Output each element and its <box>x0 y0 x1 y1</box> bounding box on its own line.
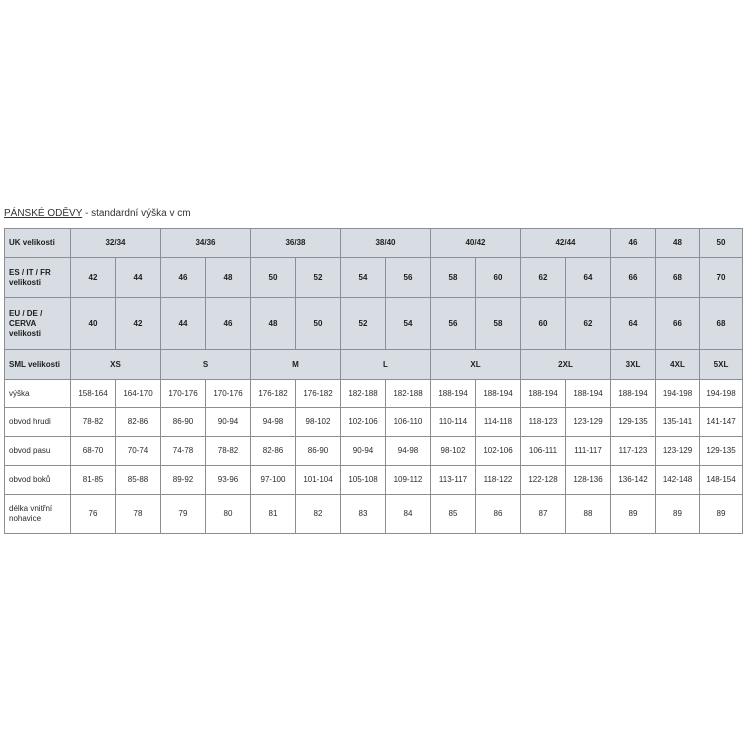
measurement-value: 194-198 <box>700 380 743 408</box>
measurement-label: obvod pasu <box>5 437 71 466</box>
size-cell: 68 <box>656 258 700 298</box>
measurement-value: 118-122 <box>476 466 521 495</box>
hips-row <box>5 466 743 495</box>
size-cell: 60 <box>521 298 566 350</box>
measurement-value: 89 <box>700 495 743 534</box>
measurement-value: 86 <box>476 495 521 534</box>
size-cell: 50 <box>700 229 743 258</box>
measurement-value: 74-78 <box>161 437 206 466</box>
measurement-value: 81-85 <box>71 466 116 495</box>
measurement-value: 102-106 <box>476 437 521 466</box>
size-cell: 42 <box>116 298 161 350</box>
measurement-value: 89-92 <box>161 466 206 495</box>
es-it-fr-size-row <box>5 258 743 298</box>
measurement-value: 98-102 <box>296 408 341 437</box>
measurement-value: 94-98 <box>386 437 431 466</box>
measurement-value: 78 <box>116 495 161 534</box>
measurement-value: 114-118 <box>476 408 521 437</box>
measurement-value: 106-110 <box>386 408 431 437</box>
measurement-value: 83 <box>341 495 386 534</box>
size-cell: 32/34 <box>71 229 161 258</box>
measurement-value: 135-141 <box>656 408 700 437</box>
measurement-value: 188-194 <box>521 380 566 408</box>
measurement-value: 106-111 <box>521 437 566 466</box>
height-row <box>5 380 743 408</box>
measurement-value: 76 <box>71 495 116 534</box>
measurement-value: 110-114 <box>431 408 476 437</box>
size-cell: 40/42 <box>431 229 521 258</box>
size-cell: 56 <box>431 298 476 350</box>
measurement-value: 78-82 <box>206 437 251 466</box>
size-cell: 48 <box>656 229 700 258</box>
size-cell: 38/40 <box>341 229 431 258</box>
measurement-value: 105-108 <box>341 466 386 495</box>
measurement-value: 109-112 <box>386 466 431 495</box>
measurement-value: 188-194 <box>431 380 476 408</box>
measurement-label: obvod hrudi <box>5 408 71 437</box>
measurement-value: 111-117 <box>566 437 611 466</box>
size-cell: 66 <box>656 298 700 350</box>
size-cell: 42 <box>71 258 116 298</box>
measurement-value: 85-88 <box>116 466 161 495</box>
size-cell: 48 <box>251 298 296 350</box>
measurement-value: 68-70 <box>71 437 116 466</box>
measurement-value: 176-182 <box>251 380 296 408</box>
uk-size-row <box>5 229 743 258</box>
size-cell: 52 <box>341 298 386 350</box>
measurement-label: délka vnitřní nohavice <box>5 495 71 534</box>
size-cell: 3XL <box>611 350 656 380</box>
caption-subtitle: - standardní výška v cm <box>82 208 191 219</box>
size-cell: 44 <box>116 258 161 298</box>
size-cell: 34/36 <box>161 229 251 258</box>
chest-row <box>5 408 743 437</box>
size-cell: 2XL <box>521 350 611 380</box>
measurement-value: 80 <box>206 495 251 534</box>
size-cell: 56 <box>386 258 431 298</box>
measurement-value: 136-142 <box>611 466 656 495</box>
measurement-value: 118-123 <box>521 408 566 437</box>
size-cell: 54 <box>341 258 386 298</box>
size-cell: XS <box>71 350 161 380</box>
measurement-label: výška <box>5 380 71 408</box>
size-cell: 44 <box>161 298 206 350</box>
size-cell: 48 <box>206 258 251 298</box>
measurement-value: 122-128 <box>521 466 566 495</box>
measurement-value: 188-194 <box>566 380 611 408</box>
measurement-value: 87 <box>521 495 566 534</box>
size-cell: 36/38 <box>251 229 341 258</box>
sml-size-row <box>5 350 743 380</box>
measurement-value: 86-90 <box>296 437 341 466</box>
size-cell: 50 <box>251 258 296 298</box>
table-caption <box>4 208 191 219</box>
measurement-value: 188-194 <box>611 380 656 408</box>
measurement-value: 82-86 <box>116 408 161 437</box>
measurement-value: 170-176 <box>206 380 251 408</box>
size-cell: 68 <box>700 298 743 350</box>
size-cell: 54 <box>386 298 431 350</box>
measurement-value: 148-154 <box>700 466 743 495</box>
row-label: EU / DE / CERVA velikosti <box>5 298 71 350</box>
measurement-value: 142-148 <box>656 466 700 495</box>
measurement-value: 102-106 <box>341 408 386 437</box>
measurement-value: 85 <box>431 495 476 534</box>
size-cell: 58 <box>431 258 476 298</box>
size-cell: 60 <box>476 258 521 298</box>
measurement-value: 89 <box>611 495 656 534</box>
size-cell: M <box>251 350 341 380</box>
size-cell: 62 <box>521 258 566 298</box>
measurement-value: 129-135 <box>700 437 743 466</box>
measurement-value: 123-129 <box>656 437 700 466</box>
measurement-value: 123-129 <box>566 408 611 437</box>
measurement-value: 194-198 <box>656 380 700 408</box>
measurement-value: 158-164 <box>71 380 116 408</box>
measurement-value: 113-117 <box>431 466 476 495</box>
measurement-value: 94-98 <box>251 408 296 437</box>
measurement-value: 86-90 <box>161 408 206 437</box>
measurement-value: 90-94 <box>341 437 386 466</box>
measurement-label: obvod boků <box>5 466 71 495</box>
measurement-value: 182-188 <box>341 380 386 408</box>
size-cell: 64 <box>611 298 656 350</box>
row-label: ES / IT / FR velikosti <box>5 258 71 298</box>
measurement-value: 128-136 <box>566 466 611 495</box>
measurement-value: 117-123 <box>611 437 656 466</box>
measurement-value: 70-74 <box>116 437 161 466</box>
size-chart-table <box>4 228 743 534</box>
size-cell: 50 <box>296 298 341 350</box>
size-cell: 46 <box>611 229 656 258</box>
measurement-value: 79 <box>161 495 206 534</box>
measurement-value: 176-182 <box>296 380 341 408</box>
measurement-value: 101-104 <box>296 466 341 495</box>
size-cell: S <box>161 350 251 380</box>
size-cell: 52 <box>296 258 341 298</box>
size-cell: 70 <box>700 258 743 298</box>
row-label: SML velikosti <box>5 350 71 380</box>
inseam-row <box>5 495 743 534</box>
size-cell: 4XL <box>656 350 700 380</box>
measurement-value: 88 <box>566 495 611 534</box>
size-cell: 64 <box>566 258 611 298</box>
size-cell: 46 <box>206 298 251 350</box>
measurement-value: 82 <box>296 495 341 534</box>
measurement-value: 188-194 <box>476 380 521 408</box>
size-cell: 42/44 <box>521 229 611 258</box>
measurement-value: 82-86 <box>251 437 296 466</box>
measurement-value: 78-82 <box>71 408 116 437</box>
caption-title: PÁNSKÉ ODĚVY <box>4 208 83 219</box>
row-label: UK velikosti <box>5 229 71 258</box>
waist-row <box>5 437 743 466</box>
size-cell: 5XL <box>700 350 743 380</box>
measurement-value: 97-100 <box>251 466 296 495</box>
measurement-value: 98-102 <box>431 437 476 466</box>
measurement-value: 81 <box>251 495 296 534</box>
size-cell: 40 <box>71 298 116 350</box>
size-cell: 66 <box>611 258 656 298</box>
measurement-value: 182-188 <box>386 380 431 408</box>
measurement-value: 141-147 <box>700 408 743 437</box>
measurement-value: 89 <box>656 495 700 534</box>
measurement-value: 93-96 <box>206 466 251 495</box>
size-cell: 46 <box>161 258 206 298</box>
measurement-value: 129-135 <box>611 408 656 437</box>
size-cell: L <box>341 350 431 380</box>
size-cell: 62 <box>566 298 611 350</box>
measurement-value: 164-170 <box>116 380 161 408</box>
measurement-value: 84 <box>386 495 431 534</box>
size-cell: XL <box>431 350 521 380</box>
measurement-value: 90-94 <box>206 408 251 437</box>
size-chart-body <box>5 229 743 534</box>
measurement-value: 170-176 <box>161 380 206 408</box>
eu-de-cerva-size-row <box>5 298 743 350</box>
size-cell: 58 <box>476 298 521 350</box>
